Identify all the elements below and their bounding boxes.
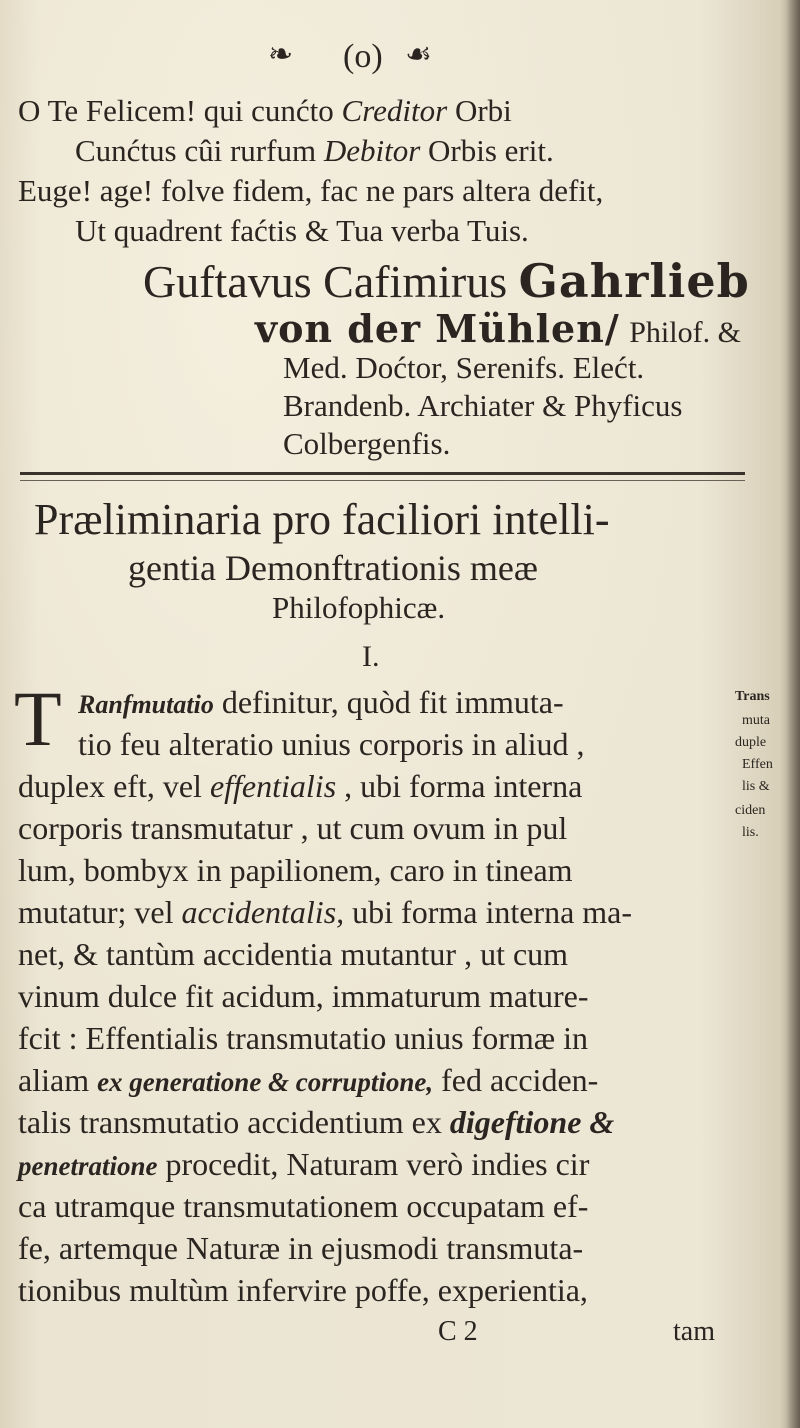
body-line-8: vinum dulce fit acidum, immaturum mature- — [18, 978, 589, 1014]
author-title-3: Colbergenfis. — [283, 426, 451, 461]
margin-note-1: Trans — [735, 689, 770, 704]
divider-rule — [20, 472, 745, 481]
body-line-12: penetratione procedit, Naturam verò indies cir — [18, 1146, 590, 1182]
section-title-line-1: Præliminaria pro faciliori intelli- — [34, 495, 610, 544]
page-edge-shadow — [786, 0, 800, 1428]
poem-line-3: Euge! age! folve fidem, fac ne pars altera defit, — [18, 173, 604, 208]
header-ornament-right: ☙ — [405, 38, 432, 71]
margin-note-5: lis & — [742, 779, 770, 794]
body-line-15: tionibus multùm infervire poffe, experientia, — [18, 1272, 588, 1308]
drop-cap: T — [14, 675, 62, 762]
body-line-7: net, & tantùm accidentia mutantur , ut cum — [18, 936, 569, 972]
body-line-13: ca utramque transmutationem occupatam ef- — [18, 1188, 589, 1224]
body-line-9: fcit : Effentialis transmutatio unius formæ in — [18, 1020, 588, 1056]
body-line-5: lum, bombyx in papilionem, caro in tineam — [18, 852, 573, 888]
body-line-11: talis transmutatio accidentium ex digeftione & — [18, 1104, 615, 1140]
section-title-line-3: Philofophicæ. — [272, 590, 446, 625]
author-name: Guftavus Cafimirus Gahrlieb — [143, 254, 750, 308]
body-line-4: corporis transmutatur , ut cum ovum in pul — [18, 810, 568, 846]
signature-mark: C 2 — [438, 1316, 478, 1347]
body-line-10: aliam ex generatione & corruptione, fed acciden- — [18, 1062, 599, 1098]
body-line-1: Ranfmutatio definitur, quòd fit immuta- — [78, 684, 564, 720]
section-number: I. — [362, 640, 380, 673]
margin-note-6: ciden — [735, 803, 766, 818]
author-title-2: Brandenb. Archiater & Phyficus — [283, 388, 683, 423]
body-line-2: tio feu alteratio unius corporis in aliud , — [78, 726, 585, 762]
poem-line-4: Ut quadrent faćtis & Tua verba Tuis. — [75, 213, 529, 248]
page-mark: (o) — [343, 38, 383, 75]
body-line-6: mutatur; vel accidentalis, ubi forma interna ma- — [18, 894, 633, 930]
author-surname: von der Mühlen/ Philof. & — [255, 306, 741, 351]
body-line-3: duplex eft, vel effentialis , ubi forma interna — [18, 768, 583, 804]
margin-note-4: Effen — [742, 757, 773, 772]
margin-note-2: muta — [742, 713, 770, 728]
poem-line-2: Cunćtus cûi rurfum Debitor Orbis erit. — [75, 133, 554, 168]
header-ornament-left: ❧ — [268, 38, 294, 71]
poem-line-1: O Te Felicem! qui cunćto Creditor Orbi — [18, 93, 512, 128]
margin-note-7: lis. — [742, 825, 759, 840]
catchword: tam — [673, 1316, 715, 1347]
margin-note-3: duple — [735, 735, 767, 750]
section-title-line-2: gentia Demonftrationis meæ — [128, 548, 538, 588]
body-line-14: fe, artemque Naturæ in ejusmodi transmuta- — [18, 1230, 584, 1266]
author-title-1: Med. Doćtor, Serenifs. Elećt. — [283, 350, 645, 385]
